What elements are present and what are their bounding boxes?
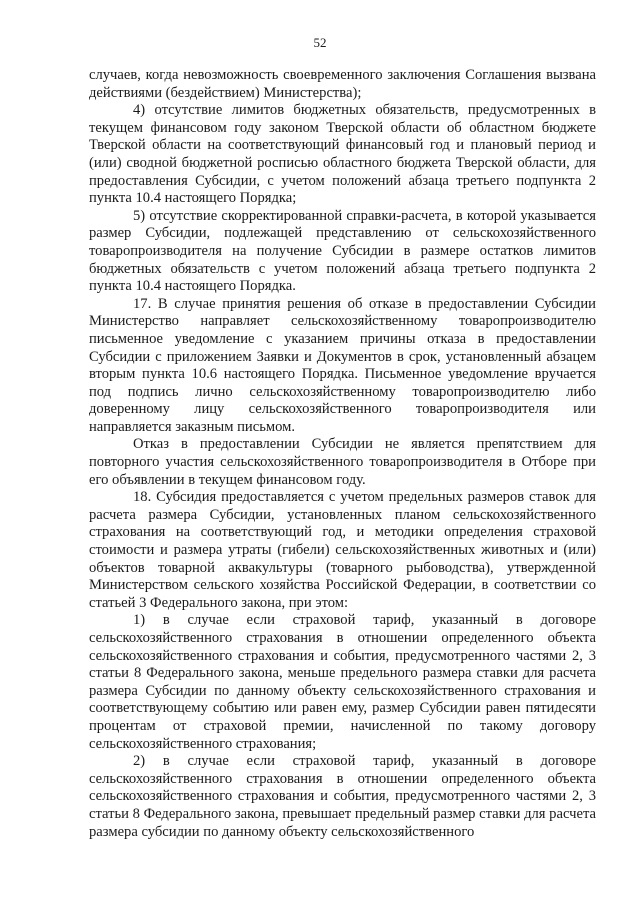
paragraph: Отказ в предоставлении Субсидии не является препятствием для повторного участия сельскохозяйственного товаропроизводителя в Отборе при его объявлении в текущем финансовом году.: [89, 436, 596, 488]
page-number: 52: [313, 35, 327, 50]
paragraph: 4) отсутствие лимитов бюджетных обязательств, предусмотренных в текущем финансовом году законом Тверской области об областном бюджете Тверской области на соответствующий финансовый год и плановый период и (или) сводной бюджетной росписью областного бюджета Тверской области, для предоставления Субсидии, с учетом положений абзаца третьего подпункта 2 пункта 10.4 настоящего Порядка;: [89, 102, 596, 207]
paragraph: случаев, когда невозможность своевременного заключения Соглашения вызвана действиями (бездействием) Министерства);: [89, 67, 596, 101]
paragraph: 1) в случае если страховой тариф, указанный в договоре сельскохозяйственного страхования в отношении определенного объекта сельскохозяйственного страхования и события, предусмотренного частями 2, 3 статьи 8 Федерального закона, меньше предельного размера ставки для расчета размера Субсидии по данному объекту сельскохозяйственного страхования и соответствующему событию или равен ему, размер Субсидии равен пятидесяти процентам от страховой премии, начисленной по такому договору сельскохозяйственного страхования;: [89, 612, 596, 752]
paragraph: 17. В случае принятия решения об отказе в предоставлении Субсидии Министерство направляет сельскохозяйственному товаропроизводителю письменное уведомление с указанием причины отказа в предоставлении Субсидии с приложением Заявки и Документов в срок, установленный абзацем вторым пункта 10.6 настоящего Порядка. Письменное уведомление вручается под подпись лично сельскохозяйственному товаропроизводителю либо доверенному лицу сельскохозяйственного товаропроизводителя или направляется заказным письмом.: [89, 295, 596, 435]
paragraph: 5) отсутствие скорректированной справки-расчета, в которой указывается размер Субсидии, подлежащей представлению от сельскохозяйственного товаропроизводителя на получение Субсидии в размере остатков лимитов бюджетных обязательств с учетом положений абзаца третьего подпункта 2 пункта 10.4 настоящего Порядка.: [89, 207, 596, 295]
paragraph: 2) в случае если страховой тариф, указанный в договоре сельскохозяйственного страхования в отношении определенного объекта сельскохозяйственного страхования и события, предусмотренного частями 2, 3 статьи 8 Федерального закона, превышает предельный размер ставки для расчета размера субсидии по данному объекту сельскохозяйственного: [89, 753, 596, 840]
document-body: [89, 67, 596, 841]
paragraph: 18. Субсидия предоставляется с учетом предельных размеров ставок для расчета размера Субсидии, установленных планом сельскохозяйственного страхования на соответствующий год, и методики определения страховой стоимости и размера утраты (гибели) сельскохозяйственных животных и (или) объектов товарной аквакультуры (товарного рыбоводства), утвержденной Министерством сельского хозяйства Российской Федерации, в соответствии со статьей 3 Федерального закона, при этом:: [89, 489, 596, 611]
